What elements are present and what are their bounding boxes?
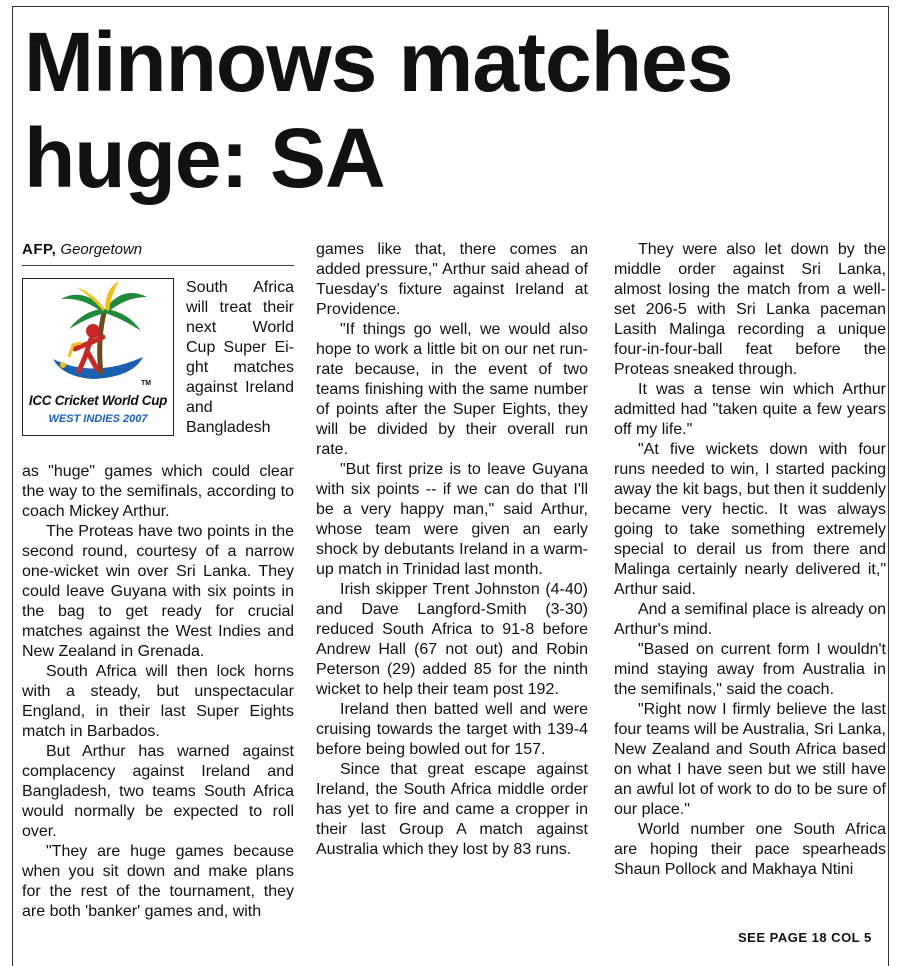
paragraph: They were also let down by the middle order against Sri Lanka, almost losing the match from a well-set 206-5 with Sri Lanka paceman Lasith Malinga recording a unique four-in-four-ball feat before the Proteas sneaked through. <box>614 241 886 378</box>
cricket-world-cup-logo <box>22 278 174 436</box>
paragraph: World number one South Africa are hoping their pace spearheads Shaun Pollock and Makhaya Ntini <box>614 821 886 878</box>
paragraph: Irish skipper Trent Johnston (4-40) and Dave Langford-Smith (3-30) reduced South Africa to 91-8 before Andrew Hall (67 not out) and Robin Peterson (29) added 85 for the ninth wicket to help their team post 192. <box>316 581 588 698</box>
paragraph: "Based on current form I wouldn't mind staying away from Australia in the semifinals," said the coach. <box>614 641 886 698</box>
column-1 <box>22 462 294 922</box>
paragraph: as "huge" games which could clear the way to the semifinals, according to coach Mickey Arthur. <box>22 463 294 520</box>
paragraph: "At five wickets down with four runs needed to win, I started packing away the kit bags, but then it suddenly became very hectic. It was always going to take something extremely special to derail us from there and Malinga certainly nearly delivered it," Arthur said. <box>614 441 886 598</box>
column-3 <box>614 240 886 880</box>
paragraph: And a semifinal place is already on Arthur's mind. <box>614 601 886 638</box>
top-rule <box>12 6 888 7</box>
paragraph: "If things go well, we would also hope to work a little bit on our net run-rate because, in the event of two teams finishing with the same number of points after the Super Eights, they will be divided by their overall run rate. <box>316 321 588 458</box>
paragraph: "They are huge games because when you sit down and make plans for the rest of the tournament, they are both 'banker' games and, with <box>22 843 294 920</box>
paragraph: "Right now I firmly believe the last four teams will be Australia, Sri Lanka, New Zealand and South Africa based on what I have seen but we still have an awful lot of work to do to be sure of our place." <box>614 701 886 818</box>
byline-rule <box>22 265 294 266</box>
paragraph: It was a tense win which Arthur admitted had "taken quite a few years off my life." <box>614 381 886 438</box>
logo-subtitle: WEST INDIES 2007 <box>48 413 148 425</box>
column-1-beside-logo <box>186 278 294 438</box>
paragraph: Since that great escape against Ireland, the South Africa middle order has yet to fire and came a cropper in their last Group A match against Australia which they lost by 83 runs. <box>316 761 588 858</box>
headline: Minnows matches huge: SA <box>24 15 733 205</box>
palm-tree-mascot-icon <box>23 279 173 391</box>
paragraph: The Proteas have two points in the second round, courtesy of a narrow one-wicket win over Sri Lanka. They could leave Guyana with six points in the bag to get ready for crucial matches against the West Indies and New Zealand in Grenada. <box>22 523 294 660</box>
paragraph: South Africa will treat their next World Cup Super Ei-ght matches against Ireland and Bangladesh <box>186 279 294 436</box>
column-2 <box>316 240 588 860</box>
left-rule <box>12 6 13 966</box>
logo-trademark: TM <box>141 380 152 387</box>
byline-place: Georgetown <box>60 241 143 258</box>
byline-agency: AFP, <box>22 241 57 258</box>
paragraph: games like that, there comes an added pressure," Arthur said ahead of Tuesday's fixture against Ireland at Providence. <box>316 241 588 318</box>
paragraph: But Arthur has warned against complacency against Ireland and Bangladesh, two teams South Africa would normally be expected to roll over. <box>22 743 294 840</box>
paragraph: "But first prize is to leave Guyana with six points -- if we can do that I'll be a very happy man," said Arthur, whose team were given an early shock by debutants Ireland in a warm-up match in Trinidad last month. <box>316 461 588 578</box>
logo-title: ICC Cricket World Cup <box>28 393 168 408</box>
byline <box>22 241 142 258</box>
paragraph: South Africa will then lock horns with a steady, but unspectacular England, in their last Super Eights match in Barbados. <box>22 663 294 740</box>
right-rule <box>888 6 889 966</box>
paragraph: Ireland then batted well and were cruising towards the target with 139-4 before being bowled out for 157. <box>316 701 588 758</box>
continuation-note: SEE PAGE 18 COL 5 <box>738 930 872 945</box>
